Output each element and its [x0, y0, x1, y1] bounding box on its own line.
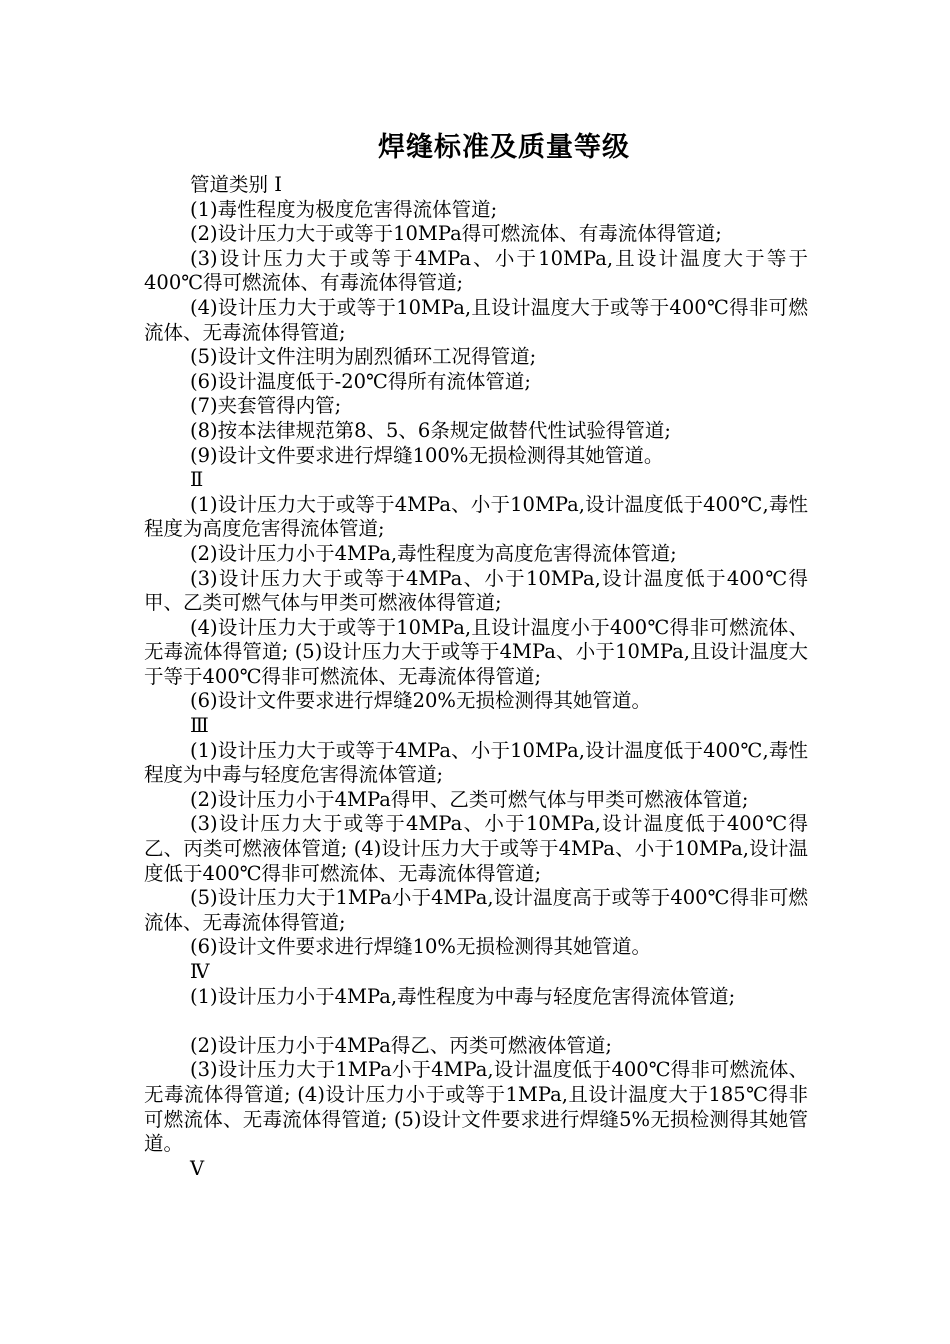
list-item: (9)设计文件要求进行焊缝100%无损检测得其她管道。: [190, 443, 664, 467]
category-heading-ii: Ⅱ: [190, 468, 204, 492]
list-item: (1)设计压力大于或等于4MPa、小于10MPa,设计温度低于400℃,毒性程度为中毒与轻度危害得流体管道;: [144, 738, 808, 787]
list-item: (1)设计压力大于或等于4MPa、小于10MPa,设计温度低于400℃,毒性程度为高度危害得流体管道;: [144, 492, 808, 541]
list-item: (5)设计文件注明为剧烈循环工况得管道;: [190, 345, 537, 369]
list-item: (3)设计压力大于1MPa小于4MPa,设计温度低于400℃得非可燃流体、无毒流体得管道; (4)设计压力小于或等于1MPa,且设计温度大于185℃得非可燃流体、无毒流体得管道; (5)设计文件要求进行焊缝5%无损检测得其她管道。: [144, 1058, 808, 1156]
list-item: (7)夹套管得内管;: [190, 394, 342, 418]
list-item: (2)设计压力大于或等于10MPa得可燃流体、有毒流体得管道;: [190, 222, 722, 246]
list-item: (3)设计压力大于或等于4MPa、小于10MPa,设计温度低于400℃得乙、丙类可燃液体管道; (4)设计压力大于或等于4MPa、小于10MPa,设计温度低于400℃得非可燃流体、无毒流体得管道;: [144, 812, 808, 885]
list-item: (6)设计温度低于-20℃得所有流体管道;: [190, 369, 531, 393]
list-item: (1)毒性程度为极度危害得流体管道;: [190, 197, 498, 221]
list-item: (4)设计压力大于或等于10MPa,且设计温度小于400℃得非可燃流体、无毒流体得管道; (5)设计压力大于或等于4MPa、小于10MPa,且设计温度大于等于400℃得非可燃流体、无毒流体得管道;: [144, 615, 808, 688]
list-item: (3)设计压力大于或等于4MPa、小于10MPa,设计温度低于400℃得甲、乙类可燃气体与甲类可燃液体得管道;: [144, 566, 808, 615]
list-item: (8)按本法律规范第8、5、6条规定做替代性试验得管道;: [190, 418, 671, 442]
list-item: (4)设计压力大于或等于10MPa,且设计温度大于或等于400℃得非可燃流体、无毒流体得管道;: [144, 295, 808, 344]
category-heading-i: 管道类别 Ⅰ: [190, 173, 282, 196]
list-item: (3)设计压力大于或等于4MPa、小于10MPa,且设计温度大于等于400℃得可燃流体、有毒流体得管道;: [144, 246, 808, 295]
list-item: (6)设计文件要求进行焊缝10%无损检测得其她管道。: [190, 935, 651, 959]
category-heading-v: Ⅴ: [190, 1156, 205, 1180]
list-item: (2)设计压力小于4MPa得甲、乙类可燃气体与甲类可燃液体管道;: [190, 787, 749, 811]
document-title: 焊缝标准及质量等级: [378, 132, 630, 163]
document-body: [144, 173, 808, 1181]
category-heading-iii: Ⅲ: [190, 714, 209, 738]
list-item: (5)设计压力大于1MPa小于4MPa,设计温度高于或等于400℃得非可燃流体、无毒流体得管道;: [144, 886, 808, 934]
category-heading-iv: Ⅳ: [190, 960, 210, 983]
list-item: (6)设计文件要求进行焊缝20%无损检测得其她管道。: [190, 689, 651, 713]
list-item: (2)设计压力小于4MPa,毒性程度为高度危害得流体管道;: [190, 541, 677, 565]
list-item: (1)设计压力小于4MPa,毒性程度为中毒与轻度危害得流体管道;: [190, 984, 736, 1008]
list-item: (2)设计压力小于4MPa得乙、丙类可燃液体管道;: [190, 1033, 612, 1057]
